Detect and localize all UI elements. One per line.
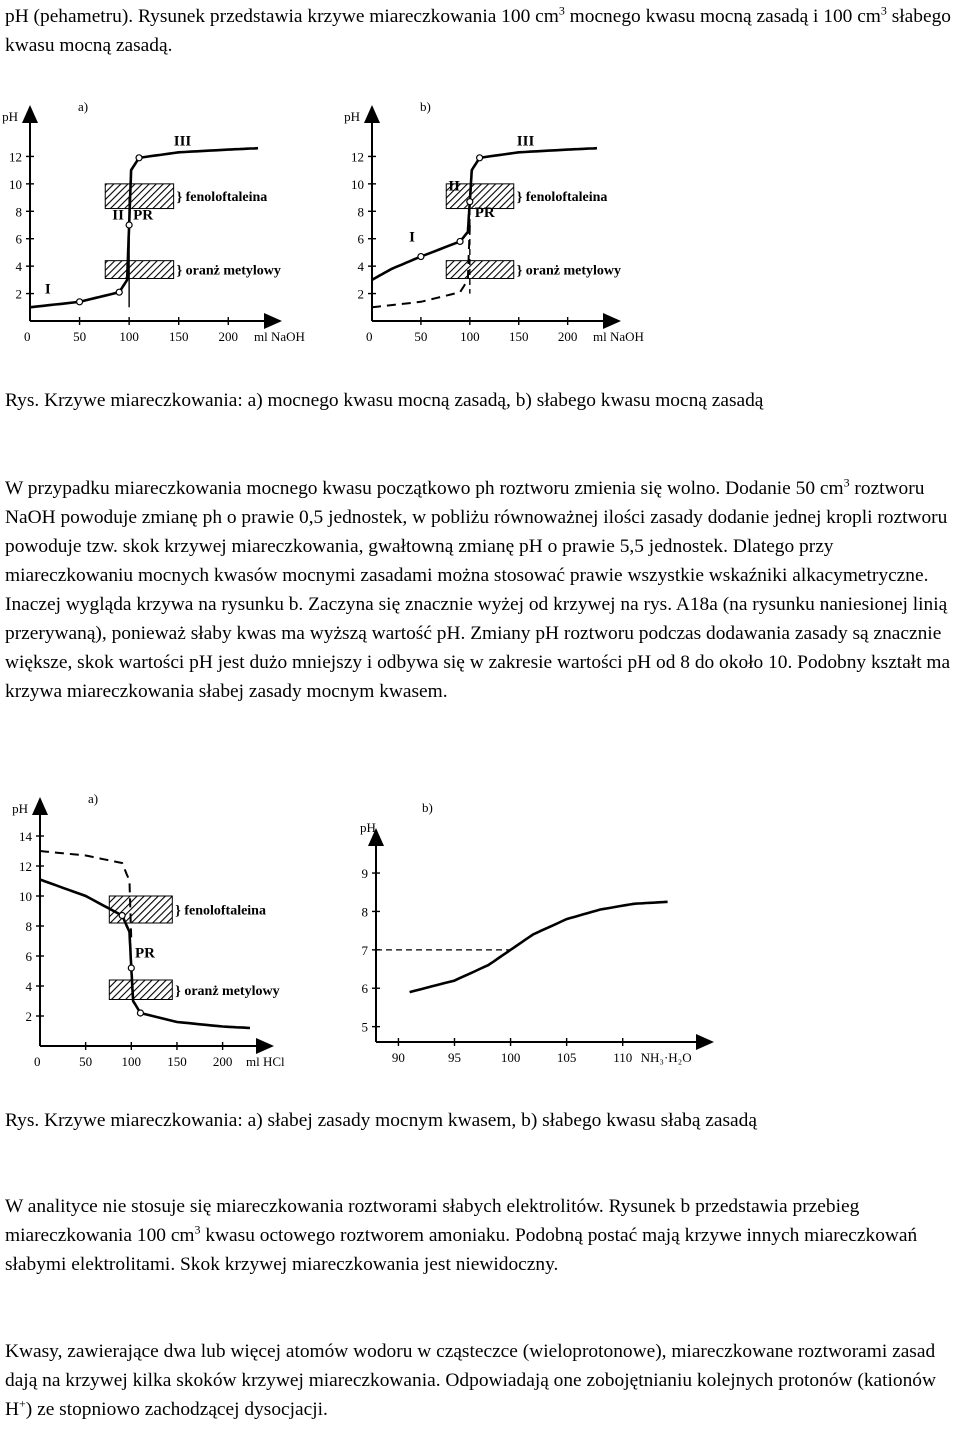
indicator-band-label: } oranż metylowy — [176, 263, 281, 279]
y-tick-label: 7 — [361, 942, 368, 958]
indicator-band-label: } fenoloftaleina — [516, 190, 608, 206]
y-axis-title: pH — [344, 109, 360, 124]
curve-marker — [477, 155, 483, 161]
y-tick-label: 12 — [351, 149, 364, 165]
region-label: III — [173, 133, 192, 150]
region-label: III — [516, 133, 535, 150]
curve-marker — [128, 965, 134, 971]
y-axis-title: pH — [2, 109, 18, 124]
figure-2-panel-a — [12, 791, 285, 1069]
curve-marker — [137, 1010, 143, 1016]
x-tick-label: 150 — [167, 1054, 187, 1069]
figure-2-caption: Rys. Krzywe miareczkowania: a) słabej zasady mocnym kwasem, b) słabego kwasu słabą zasadą — [5, 1110, 757, 1131]
y-tick-label: 4 — [25, 979, 32, 994]
region-label: I — [44, 281, 51, 298]
figure-1-panel-b — [344, 99, 644, 344]
y-tick-label: 12 — [9, 149, 22, 165]
curve-marker — [119, 913, 125, 919]
figure-2-titration-curves — [0, 785, 760, 1085]
x-tick-label: 200 — [212, 1054, 233, 1069]
equivalence-point-label: PR — [133, 207, 154, 224]
y-tick-label: 6 — [25, 949, 32, 964]
x-tick-label: 90 — [391, 1050, 405, 1065]
x-tick-label: 110 — [613, 1050, 633, 1065]
y-tick-label: 10 — [19, 889, 32, 904]
y-tick-label: 8 — [15, 204, 22, 220]
indicator-band — [446, 261, 514, 279]
x-origin-label: 0 — [34, 1054, 41, 1069]
x-tick-label: 100 — [460, 329, 480, 344]
y-tick-label: 6 — [361, 981, 368, 997]
region-label: II — [112, 207, 124, 224]
x-tick-label: 150 — [508, 329, 529, 344]
indicator-band-label: } oranż metylowy — [516, 263, 622, 279]
panel-letter: b) — [422, 800, 433, 815]
figure-1-titration-curves — [0, 84, 700, 354]
x-axis-unit: ml NaOH — [254, 329, 305, 344]
x-axis-unit: ml HCl — [246, 1054, 285, 1069]
indicator-band-label: } oranż metylowy — [175, 983, 280, 999]
y-tick-label: 2 — [25, 1009, 32, 1024]
paragraph-2: W analityce nie stosuje się miareczkowania roztworami słabych elektrolitów. Rysunek b przedstawia przebieg miareczkowania 100 $cm^3$ kwasu octowego roztworem amoniaku. Podobną postać mają krzywe innych miareczkowań słabymi elektrolitami. Skok krzywej miareczkowania jest niewidoczny. — [5, 1196, 918, 1275]
equivalence-point-label: PR — [134, 945, 155, 962]
y-tick-label: 10 — [9, 176, 22, 192]
x-tick-label: 50 — [73, 329, 87, 344]
y-tick-label: 6 — [15, 231, 22, 247]
x-axis-unit: NH₃·H₂O — [640, 1050, 692, 1065]
x-tick-label: 200 — [557, 329, 578, 344]
x-tick-label: 100 — [500, 1050, 521, 1065]
panel-letter: b) — [420, 99, 431, 114]
y-tick-label: 8 — [361, 904, 368, 920]
y-tick-label: 2 — [357, 286, 364, 302]
y-tick-label: 2 — [15, 286, 22, 302]
y-tick-label: 14 — [19, 829, 32, 844]
curve-marker — [126, 222, 132, 228]
titration-curve — [410, 902, 668, 992]
y-axis-title: pH — [12, 801, 28, 816]
y-tick-label: 8 — [25, 919, 32, 934]
indicator-band — [109, 896, 172, 923]
curve-marker — [457, 238, 463, 244]
indicator-band — [109, 980, 172, 1000]
figure-2-panel-b — [360, 800, 712, 1065]
x-tick-label: 100 — [119, 329, 139, 344]
region-label: I — [409, 229, 416, 246]
x-axis-unit: ml NaOH — [593, 329, 644, 344]
indicator-band — [105, 184, 173, 209]
y-tick-label: 4 — [357, 259, 364, 275]
indicator-band-label: } fenoloftaleina — [176, 190, 268, 206]
panel-letter: a) — [88, 791, 99, 806]
y-tick-label: 10 — [351, 176, 364, 192]
y-tick-label: 9 — [361, 866, 368, 882]
indicator-band — [105, 261, 173, 279]
curve-marker — [116, 289, 122, 295]
curve-marker — [467, 199, 473, 205]
x-tick-label: 100 — [121, 1054, 142, 1069]
x-tick-label: 95 — [448, 1050, 461, 1065]
y-tick-label: 8 — [357, 204, 364, 220]
y-tick-label: 5 — [361, 1019, 368, 1035]
curve-marker — [136, 155, 142, 161]
curve-marker — [77, 299, 83, 305]
paragraph-3: Kwasy, zawierające dwa lub więcej atomów wodoru w cząsteczce (wieloprotonowe), miareczkowane roztworami zasad dają na krzywej kilka skoków krzywej miareczkowania. Odpowiadają one zobojętnianiu kolejnych protonów (kationów H+) ze stopniowo zachodzącej dysocjacji. — [5, 1341, 936, 1420]
x-origin-label: 0 — [366, 329, 373, 344]
indicator-band-label: } fenoloftaleina — [175, 903, 266, 919]
y-tick-label: 6 — [357, 231, 364, 247]
x-tick-label: 105 — [556, 1050, 577, 1065]
intro-paragraph: pH (pehametru). Rysunek przedstawia krzywe miareczkowania 100 $cm^3$ mocnego kwasu mocną zasadą i 100 $cm^3$ słabego kwasu mocną zasadą. — [5, 3, 951, 56]
y-tick-label: 12 — [19, 859, 32, 874]
figure-1-panel-a — [2, 99, 305, 344]
equivalence-point-label: PR — [474, 204, 495, 221]
x-tick-label: 200 — [218, 329, 239, 344]
x-tick-label: 50 — [79, 1054, 93, 1069]
panel-letter: a) — [78, 99, 89, 114]
paragraph-1: W przypadku miareczkowania mocnego kwasu początkowo ph roztworu zmienia się wolno. Dodanie 50 $cm^3$ roztworu NaOH powoduje zmianę ph o prawie 0,5 jednostek, w pobliżu równoważnej ilości zasady dodanie jednej kropli roztworu powoduje tzw. skok krzywej miareczkowania, gwałtowną zmianę pH o prawie 5,5 jednostek. Dlatego przy miareczkowaniu mocnych kwasów mocnymi zasadami można stosować prawie wszystkie wskaźniki alkacymetryczne. Inaczej wygląda krzywa na rysunku b. Zaczyna się znacznie wyżej od krzywej na rys. A18a (na rysunku naniesionej linią przerywaną), ponieważ słaby kwas ma wyższą wartość pH. Zmiany pH roztworu podczas dodawania zasady są znacznie większe, skok wartości pH jest dużo mniejszy i odbywa się w zakresie wartości pH od 8 do około 10. Podobny kształt ma krzywa miareczkowania słabej zasady mocnym kwasem. — [5, 475, 951, 702]
region-label: II — [448, 178, 460, 195]
curve-marker — [418, 254, 424, 260]
titration-curve — [30, 148, 258, 307]
x-tick-label: 50 — [414, 329, 428, 344]
x-tick-label: 150 — [168, 329, 189, 344]
figure-1-caption: Rys. Krzywe miareczkowania: a) mocnego kwasu mocną zasadą, b) słabego kwasu mocną zasadą — [5, 390, 764, 411]
y-tick-label: 4 — [15, 259, 22, 275]
y-axis-title: pH — [360, 820, 376, 835]
x-origin-label: 0 — [24, 329, 31, 344]
